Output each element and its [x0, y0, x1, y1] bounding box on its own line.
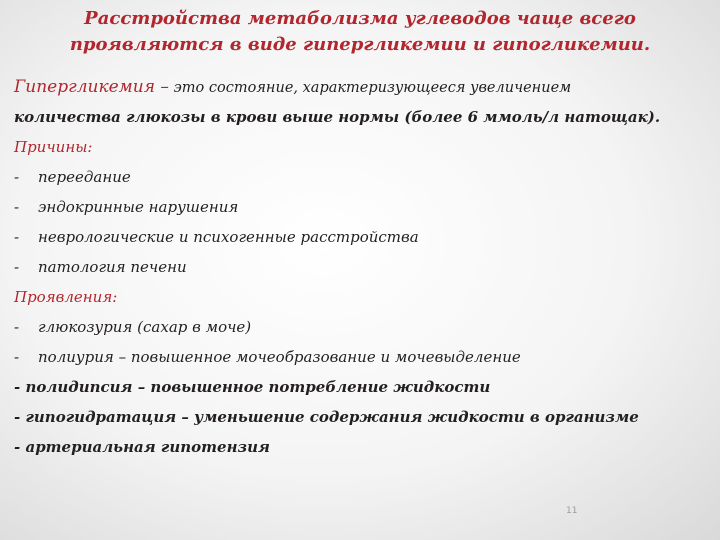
manifestation-text: полиурия – повышенное мочеобразование и мочевыделение [38, 348, 521, 366]
manifestation-item [14, 372, 710, 402]
definition-term: Гипергликемия – [14, 77, 169, 97]
manifestation-item [14, 402, 710, 432]
manifestation-dash: - [14, 438, 21, 456]
manifestation-text: артериальная гипотензия [25, 438, 270, 456]
cause-item [14, 252, 710, 282]
manifestation-dash: - [14, 408, 21, 426]
cause-dash: - [14, 198, 20, 216]
definition-text-2: количества глюкозы в крови выше нормы (более 6 ммоль/л натощак). [14, 108, 661, 126]
manifestation-dash: - [14, 348, 20, 366]
causes-heading: Причины: [14, 138, 93, 156]
definition-line-2 [14, 102, 710, 132]
manifestation-text: глюкозурия (сахар в моче) [38, 318, 252, 336]
cause-dash: - [14, 168, 20, 186]
page-number: 11 [566, 506, 578, 516]
title-line-2: проявляются в виде гипергликемии и гипогликемии. [69, 34, 651, 55]
manifestation-dash: - [14, 378, 21, 396]
slide-title [20, 6, 700, 58]
cause-dash: - [14, 228, 20, 246]
manifestation-item [14, 312, 710, 342]
cause-dash: - [14, 258, 20, 276]
manifestation-item [14, 342, 710, 372]
cause-text: переедание [38, 168, 131, 186]
definition-line-1 [14, 72, 710, 102]
slide-body [14, 72, 710, 462]
cause-text: патология печени [38, 258, 187, 276]
manifestation-text: гипогидратация – уменьшение содержания жидкости в организме [25, 408, 639, 426]
manifestation-dash: - [14, 318, 20, 336]
title-line-1: Расстройства метаболизма углеводов чаще всего [84, 8, 636, 29]
manifestation-item [14, 432, 710, 462]
cause-item [14, 192, 710, 222]
definition-text-1: это состояние, характеризующееся увеличением [173, 80, 572, 96]
cause-text: эндокринные нарушения [38, 198, 239, 216]
cause-text: неврологические и психогенные расстройства [38, 228, 419, 246]
manifestation-text: полидипсия – повышенное потребление жидкости [25, 378, 491, 396]
cause-item [14, 222, 710, 252]
manifestations-heading: Проявления: [14, 288, 118, 306]
cause-item [14, 162, 710, 192]
